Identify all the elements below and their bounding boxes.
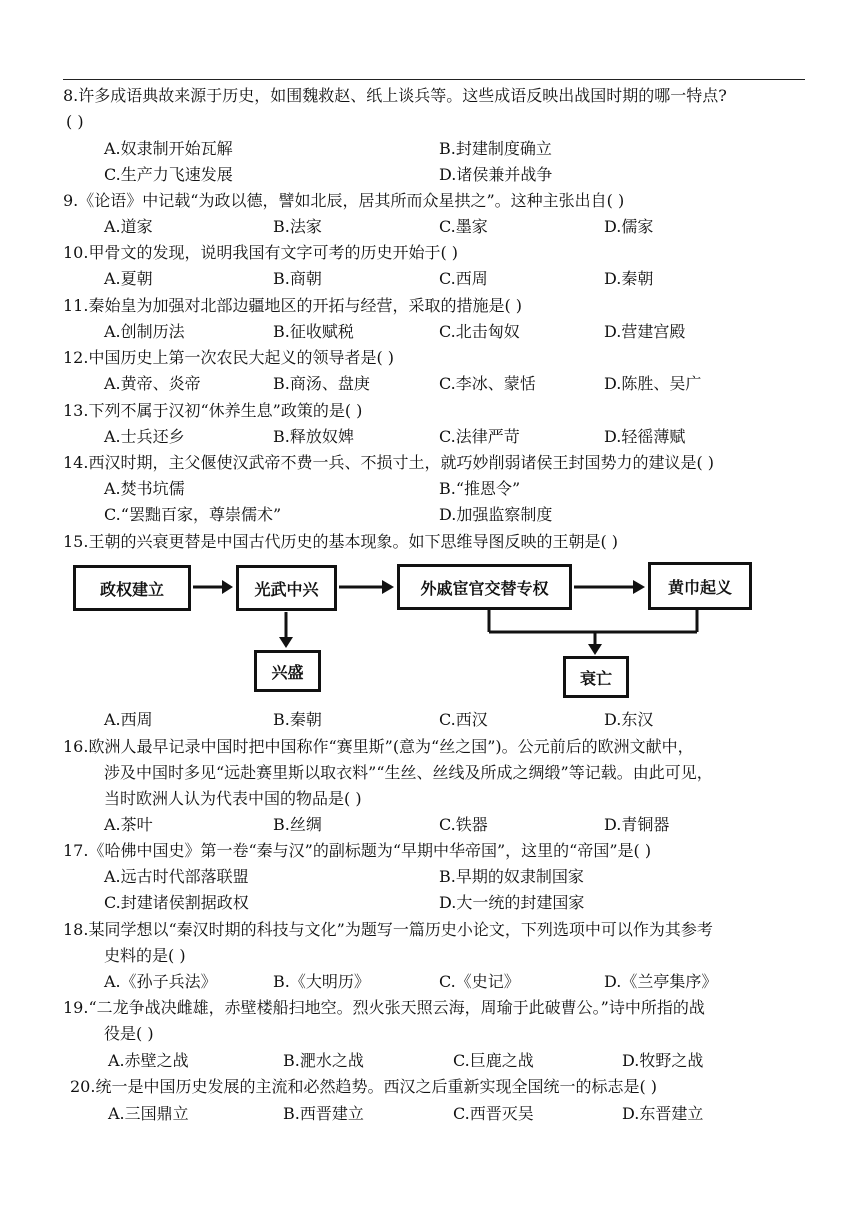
q10-option-a: A.夏朝 [104,269,153,288]
q16-option-d: D.青铜器 [604,815,670,834]
q9-option-c: C.墨家 [439,217,488,236]
q10-option-c: C.西周 [439,269,488,288]
question-8-blank: ( ) [66,112,84,131]
diagram-box-regime-founded: 政权建立 [73,565,191,611]
q14-option-b: B.“推恩令” [439,479,521,498]
question-16: 16.欧洲人最早记录中国时把中国称作“赛里斯”(意为“丝之国”)。公元前后的欧洲文献中， [63,737,694,756]
question-15: 15.王朝的兴衰更替是中国古代历史的基本现象。如下思维导图反映的王朝是( ) [63,532,619,551]
q17-option-b: B.早期的奴隶制国家 [439,867,584,886]
q14-option-d: D.加强监察制度 [439,505,553,524]
q11-option-c: C.北击匈奴 [439,322,520,341]
q12-option-b: B.商汤、盘庚 [273,374,370,393]
q11-option-d: D.营建宫殿 [604,322,686,341]
question-20: 20.统一是中国历史发展的主流和必然趋势。西汉之后重新实现全国统一的标志是( ) [70,1077,658,1096]
q19-option-a: A.赤壁之战 [108,1051,189,1070]
question-8: 8.许多成语典故来源于历史，如围魏救赵、纸上谈兵等。这些成语反映出战国时期的哪一特点? [63,86,727,105]
question-19: 19.“二龙争战决雌雄，赤壁楼船扫地空。烈火张天照云海，周瑜于此破曹公。”诗中所指的战 [63,998,705,1017]
diagram-box-prosperity: 兴盛 [254,650,321,692]
q15-option-b: B.秦朝 [273,710,322,729]
question-19-line2: 役是( ) [104,1024,154,1043]
question-12: 12.中国历史上第一次农民大起义的领导者是( ) [63,348,395,367]
q16-option-c: C.铁器 [439,815,488,834]
question-17: 17.《哈佛中国史》第一卷“秦与汉”的副标题为“早期中华帝国”，这里的“帝国”是( ) [63,841,652,860]
q13-option-a: A.士兵还乡 [104,427,185,446]
q8-option-c: C.生产力飞速发展 [104,165,233,184]
diagram-box-guangwu-revival: 光武中兴 [236,565,337,611]
q8-option-d: D.诸侯兼并战争 [439,165,553,184]
diagram-box-yellow-turban: 黄巾起义 [648,562,752,610]
q19-option-c: C.巨鹿之战 [453,1051,534,1070]
q19-option-d: D.牧野之战 [622,1051,704,1070]
q16-option-b: B.丝绸 [273,815,322,834]
q12-option-c: C.李冰、蒙恬 [439,374,536,393]
q17-option-a: A.远古时代部落联盟 [104,867,249,886]
q20-option-a: A.三国鼎立 [108,1104,189,1123]
q10-option-d: D.秦朝 [604,269,654,288]
q19-option-b: B.淝水之战 [283,1051,364,1070]
q17-option-c: C.封建诸侯割据政权 [104,893,249,912]
diagram-box-decline: 衰亡 [563,656,629,698]
question-16-line2: 涉及中国时多见“远赴赛里斯以取衣料”“生丝、丝线及所成之绸缎”等记载。由此可见， [104,763,713,782]
q18-option-c: C.《史记》 [439,972,520,991]
question-10: 10.甲骨文的发现，说明我国有文字可考的历史开始于( ) [63,243,459,262]
q15-option-c: C.西汉 [439,710,488,729]
q16-option-a: A.茶叶 [104,815,153,834]
q13-option-d: D.轻徭薄赋 [604,427,686,446]
q9-option-b: B.法家 [273,217,322,236]
q18-option-d: D.《兰亭集序》 [604,972,718,991]
q13-option-c: C.法律严苛 [439,427,520,446]
diagram-box-eunuch-consort-power: 外戚宦官交替专权 [397,564,572,610]
question-18-line2: 史料的是( ) [104,946,186,965]
q11-option-b: B.征收赋税 [273,322,354,341]
q9-option-a: A.道家 [104,217,153,236]
question-13: 13.下列不属于汉初“休养生息”政策的是( ) [63,401,363,420]
q9-option-d: D.儒家 [604,217,654,236]
q20-option-b: B.西晋建立 [283,1104,364,1123]
q12-option-a: A.黄帝、炎帝 [104,374,201,393]
q13-option-b: B.释放奴婢 [273,427,354,446]
q18-option-a: A.《孙子兵法》 [104,972,217,991]
q17-option-d: D.大一统的封建国家 [439,893,585,912]
question-16-line3: 当时欧洲人认为代表中国的物品是( ) [104,789,362,808]
q8-option-b: B.封建制度确立 [439,139,552,158]
q11-option-a: A.创制历法 [104,322,185,341]
q18-option-b: B.《大明历》 [273,972,370,991]
q14-option-a: A.焚书坑儒 [104,479,185,498]
q20-option-c: C.西晋灭吴 [453,1104,534,1123]
question-11: 11.秦始皇为加强对北部边疆地区的开拓与经营，采取的措施是( ) [63,296,523,315]
question-9: 9.《论语》中记载“为政以德，譬如北辰，居其所而众星拱之”。这种主张出自( ) [63,191,625,210]
q15-option-a: A.西周 [104,710,153,729]
q12-option-d: D.陈胜、吴广 [604,374,702,393]
q20-option-d: D.东晋建立 [622,1104,704,1123]
q15-option-d: D.东汉 [604,710,654,729]
q10-option-b: B.商朝 [273,269,322,288]
q8-option-a: A.奴隶制开始瓦解 [104,139,233,158]
q14-option-c: C.“罢黜百家，尊崇儒术” [104,505,282,524]
question-14: 14.西汉时期，主父偃使汉武帝不费一兵、不损寸土，就巧妙削弱诸侯王封国势力的建议是( ) [63,453,715,472]
question-18: 18.某同学想以“秦汉时期的科技与文化”为题写一篇历史小论文，下列选项中可以作为其参考 [63,920,713,939]
